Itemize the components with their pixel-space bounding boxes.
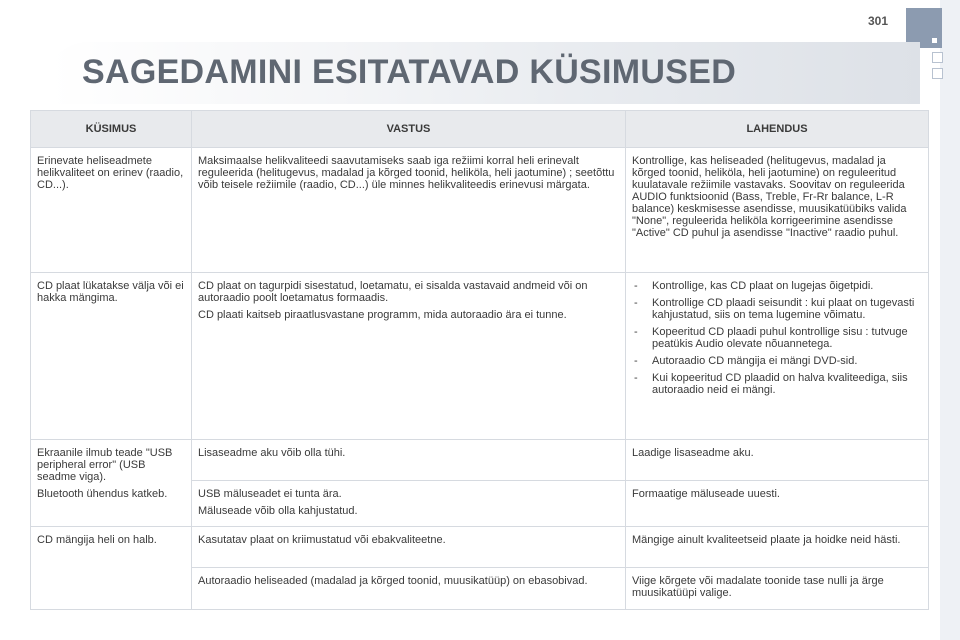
solution-cell: [626, 148, 929, 273]
header-solution: LAHENDUS: [626, 111, 929, 148]
header-answer: VASTUS: [192, 111, 626, 148]
solution-cell: [626, 440, 929, 481]
cell-text: CD mängija heli on halb.: [37, 534, 157, 546]
cell-text: Laadige lisaseadme aku.: [632, 447, 754, 459]
cell-text: Maksimaalse helikvaliteedi saavutamiseks saab iga režiimi korral heli erinevalt reguleerida (helitugevus, madalad ja kõrged toonid, heliköla, heli jaotumine) ; seetõttu võib teisele režiimile (raadio, CD...) üle minnes helikvaliteedis erinevusi märgata.: [198, 155, 615, 191]
question-cell: [31, 440, 192, 527]
faq-table: [30, 110, 929, 610]
list-item: - Kopeeritud CD plaadi puhul kontrollige sisu : tutvuge peatükis Audio olevate nõuannetega.: [632, 326, 922, 350]
header-question: KÜSIMUS: [31, 111, 192, 148]
cell-text: Mängige ainult kvaliteetseid plaate ja hoidke neid hästi.: [632, 534, 901, 546]
table-row: [31, 440, 929, 481]
answer-cell: [192, 568, 626, 610]
cell-text: Kontrollige, kas heliseaded (helitugevus, madalad ja kõrged toonid, heliköla, heli jaotumine) on reguleeritud kuulatavale režiimile vastavaks. Soovitav on reguleerida AUDIO funktsioonid (Bass, Treble, Fr-Rr balance, L-R balance) keskmisesse asendisse, muusikatüübiks valida "None", reguleerida heliköla korrigeerimine asendisse "Active" CD puhul ja asendisse "Inactive" raadio puhul.: [632, 155, 907, 239]
solution-cell: [626, 568, 929, 610]
page-number: 301: [868, 14, 889, 28]
cell-text: Bluetooth ühendus katkeb.: [37, 488, 168, 500]
cell-text: Viige kõrgete või madalate toonide tase nulli ja ärge muusikatüüpi valige.: [632, 575, 884, 599]
rail-square-icon: [932, 68, 943, 79]
cell-text: CD plaat on tagurpidi sisestatud, loetamatu, ei sisalda vastavaid andmeid või on autoraadio poolt loetamatus formaadis.: [198, 280, 588, 304]
solution-list: [632, 280, 922, 396]
solution-cell: [626, 527, 929, 568]
list-item: - Kontrollige, kas CD plaat on lugejas õigetpidi.: [632, 280, 922, 292]
table-row: [31, 527, 929, 568]
rail-square-icon: [932, 52, 943, 63]
cell-text: Ekraanile ilmub teade "USB peripheral error" (USB seadme viga).: [37, 447, 173, 483]
list-item: - Kui kopeeritud CD plaadid on halva kvaliteediga, siis autoraadio neid ei mängi.: [632, 372, 922, 396]
answer-cell: [192, 440, 626, 481]
question-cell: [31, 148, 192, 273]
chapter-tab-marker: [932, 38, 937, 43]
cell-text: Formaatige mäluseade uuesti.: [632, 488, 780, 500]
answer-cell: [192, 527, 626, 568]
answer-cell: [192, 481, 626, 527]
cell-text: Erinevate heliseadmete helikvaliteet on erinev (raadio, CD...).: [37, 155, 184, 191]
cell-text: Lisaseadme aku võib olla tühi.: [198, 447, 346, 459]
solution-cell: [626, 273, 929, 440]
page-title: SAGEDAMINI ESITATAVAD KÜSIMUSED: [82, 53, 737, 91]
table-row: [31, 273, 929, 440]
list-item: - Autoraadio CD mängija ei mängi DVD-sid.: [632, 355, 922, 367]
table-header-row: [31, 111, 929, 148]
page-side-rail: [940, 0, 960, 640]
cell-text: Kasutatav plaat on kriimustatud või ebakvaliteetne.: [198, 534, 446, 546]
list-item: - Kontrollige CD plaadi seisundit : kui plaat on tugevasti kahjustatud, siis on tema lugemine võimatu.: [632, 297, 922, 321]
table-row: [31, 148, 929, 273]
cell-text: CD plaat lükatakse välja või ei hakka mängima.: [37, 280, 184, 304]
cell-text: Autoraadio heliseaded (madalad ja kõrged toonid, muusikatüüp) on ebasobivad.: [198, 575, 588, 587]
question-cell: [31, 273, 192, 440]
cell-text: USB mäluseadet ei tunta ära.: [198, 488, 342, 500]
cell-text: CD plaati kaitseb piraatlusvastane programm, mida autoraadio ära ei tunne.: [198, 309, 567, 321]
cell-text: Mäluseade võib olla kahjustatud.: [198, 505, 358, 517]
answer-cell: [192, 148, 626, 273]
solution-cell: [626, 481, 929, 527]
question-cell: [31, 527, 192, 610]
answer-cell: [192, 273, 626, 440]
